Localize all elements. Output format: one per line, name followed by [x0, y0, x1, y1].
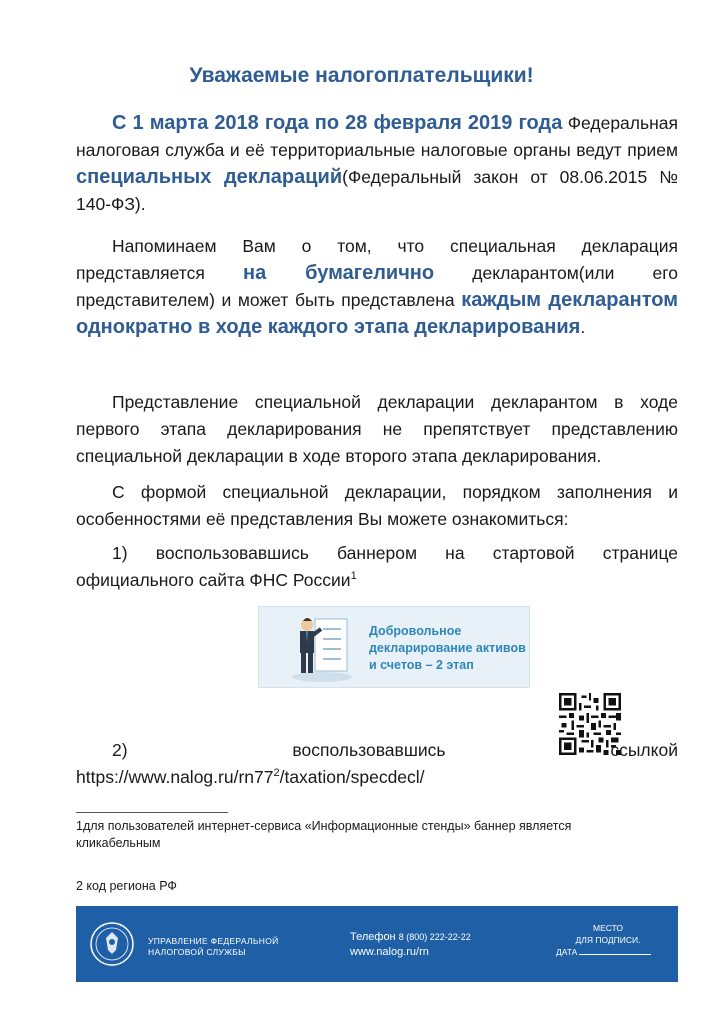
- on-paper-highlight: на бумагелично: [243, 262, 435, 284]
- paragraph-stages: Представление специальной декларации декларантом в ходе первого этапа декларирования не препятствует представлению специальной декларации в ходе второго этапа декларирования.: [76, 392, 678, 466]
- date-label: ДАТА: [556, 947, 578, 957]
- footnote-divider: [76, 812, 228, 813]
- phone-number: 8 (800) 222-22-22: [398, 932, 471, 942]
- footer-site: www.nalog.ru/rn: [350, 946, 429, 958]
- signature-place: МЕСТО ДЛЯ ПОДПИСИ. ДАТА: [548, 922, 668, 958]
- footnote-ref-2: 2: [273, 767, 280, 780]
- dates-highlight: С 1 марта 2018 года по 28 февраля 2019 года: [112, 112, 563, 134]
- businessman-checklist-icon: [289, 613, 355, 683]
- paragraph-option-link: 2) воспользовавшись ссылкой $https://www.nalog.ru/rn77^2/taxation/specdecl/$: [76, 740, 678, 787]
- footnote-1: 1для пользователей интернет-сервиса «Информационные стенды» баннер является кликабельным: [76, 819, 572, 850]
- paragraph-dates: С 1 марта 2018 года по 28 февраля 2019 года Федеральная налоговая служба и её территориальные налоговые органы ведут прием специальных деклараций(Федеральный закон от 08.06.2015 № 140-ФЗ).: [76, 112, 678, 214]
- footnote-2: 2 код региона РФ: [76, 879, 177, 893]
- paragraph-form-info: С формой специальной декларации, порядком заполнения и особенностями её представления Вы можете ознакомиться:: [76, 482, 678, 529]
- fns-emblem-icon: [90, 920, 134, 968]
- footer-bar: [76, 906, 678, 982]
- paragraph-option-banner: 1) воспользовавшись баннером на стартовой странице официального сайта ФНС России$^1$: [76, 543, 678, 590]
- footnote-ref-1: 1: [350, 570, 357, 583]
- date-line: [579, 954, 651, 955]
- page-title: Уважаемые налогоплательщики!: [189, 64, 534, 87]
- banner-text: Добровольное декларирование активов и счетов – 2 этап: [369, 624, 526, 672]
- declaration-banner[interactable]: [258, 606, 530, 688]
- footer-contacts: [350, 930, 471, 960]
- once-per-stage-highlight: каждым декларантом однократно в ходе каждого этапа декларирования: [76, 289, 679, 338]
- special-declarations-highlight: специальных деклараций: [76, 166, 343, 188]
- paragraph-reminder: Напоминаем Вам о том, что специальная декларация представляется на бумагелично декларантом(или его представителем) и может быть представлена каждым декларантом однократно в ходе каждого этапа декларирования.: [76, 236, 679, 338]
- phone-label: Телефон: [350, 931, 396, 943]
- organization-name: УПРАВЛЕНИЕ ФЕДЕРАЛЬНОЙ НАЛОГОВОЙ СЛУЖБЫ: [148, 936, 279, 957]
